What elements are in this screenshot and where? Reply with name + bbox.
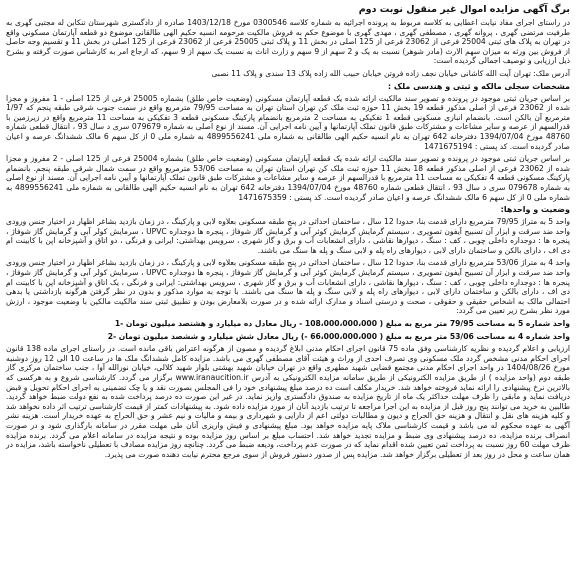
registry-unit-2: بر اساس جریان ثبتی موجود در پرونده و تصویر سند مالکیت ارائه شده یک قطعه آپارتمان مسکونی (وضعیت خاص طلق) بشماره 25004 فرعی از 125 اصلی - 2 مفروز و مجزا شده از 23062 فرعی از اصلی مذکور قطعه 18 بخش 11 حوزه ثبت ملک کن تهران استان تهران به مساحت 53/06 مترمربع واقع در سمت شمال شرقی طبقه پنجم. بانضمام پارکینگ مسکونی قطعه 4 تفکیکی به مساحت 11 مترمربع با قدرالسهم از عرصه و سایر مشاعات و مشترکات طبق قانون تملک آپارتمانها و آیین نامه اجرایی آن. مسند از نوع اصلی به شماره 079678 سری د سال 93 ، انتقال قطعی شماره 48760 مورخ 1394/07/04 دفترخانه 642 تهران به نام انسیه حکیم الهی طالقانی به شماره ملی 4899556241 به شماره ملی 0 از کل سهم 6 مالک ششدانگ عرصه و اعیان صادر گردیده است. کد پستی : 1471675359 xyxy=(6,154,571,202)
valuation-unit-5: واحد شماره 5 به مساحت 79/95 متر مربع به مبلغ ( 108،000،000،000 - ریال معادل ده میلیارد و هشتصد میلیون تومان -1 xyxy=(114,319,570,329)
property-address: آدرس ملک: تهران آیت الله کاشانی خیابان نجف زاده فروتن خیابان حبیب الله زاده پلاک 13 سندی و پلاک 11 نصبی xyxy=(211,68,570,78)
valuation-unit-4: واحد شماره 4 به مساحت 53/06 متر مربع به مبلغ ( 66،000،000،000 -) ریال معادل شش میلیارد و ششصد میلیون تومان -2 xyxy=(107,331,570,341)
status-unit-5: واحد 5 به متراژ 79/95 مترمربع دارای قدمت بنا، حدودا 12 سال ، ساختمان احداثی در پنج طبقه مسکونی بعلاوه لابی و پارکینگ ، در زمان بازدید بشاغر اظهار در اختیار جنس ورودی واحد ضد سرقت و ابزار آن تسبیح آیفون تصویری ، سیستم گرمایش گرمایش کوئر آبی و گرمایش گاز شوفاژ ، پنجره ها دوجداره UPVC ، سرمایش کولر آبی و گرمایش گاز شوفاژ ، پنجره ها : دوجداره داخلی چوبی ، کف : سنگ ، دیوارها نقاشی ، دارای انشعابات آب و برق و گاز شهری ، سرویس بهداشتی: ایرانی و فرنگی ، دو اتاق و آشپزخانه اپن با کابینت ام دی اف ، دارای بالکن و ساختمان دارای لابی ، دیوارهای راه پله و لابی سنگ و پله ها سنگ می باشند. xyxy=(6,217,570,255)
closing-paragraph: ارزیابی و اعلام گردیده و نظریه کارشناسی وفق ماده 75 قانون اجرای احکام مدنی ابلاغ گردیده و مصون از هرگونه اعتراض باقی مانده است. در راستای اجرای ماده 138 قانون اجرای احکام مدنی مشخص گردد ملک مسکونی وی تصرف احدی از وراث و هیئت آقای مصطفی گهری می باشد. مزایده کامل ششدانگ ملک ها در ساعت 10 الی 12 روز دوشنبه مورخ 1404/08/26 در واحد اجرای احکام مدنی مجتمع قضایی شهید مطهری واقع در تهران خیابان شهید بهشتی بلوار شهید کلالی، خیابان نورالله آوا ، جنب ساختمان مرکزی گاز طبقه دوم (واحد مزایده ) از طریق مزایده الکترونیکی از طریق سامانه مزایده الکترونیکی به آدرس www.iranaucition.ir برگزار می گردد. کارشناسی شروع و به هرکسی که بالاترین نرخ پیشنهادی را ارائه نماید فروخته خواهد شد. خریدار مکلف است ده درصد مبلغ پیشنهادی خود را فی المجلس بصورت نقد و یا چک تضمینی به اجرای احکام تحویل و قبض دریافت نماید و مابقی را ظرف مهلت حداکثر یک ماه از تاریخ مزایده به صندوق دادگستری واریز نماید. در غیر این صورت ده درصد پرداخت شده به نفع دولت ضبط خواهد گردید. طالبین به خرید می توانند پنج روز قبل از مزایده به این اجرا مراجعه تا ترتیب بازدید آنان از مورد مزایده داده شود. به پیشنهادات کمتر از قیمت کارشناسی ترتیب اثر داده نخواهد شد و کلیه هزینه های نقل و انتقال و هزینه حق الحراج و دیون و مطالبات دولتی اعم از دارایی و شهرداری و بیمه و مالیات و نیم عشر و حق الحراج به عهده خریدار است. هزینه نشر آگهی به عهده محکوم له می باشد و قیمت کارشناسی ملاک پایه مزایده خواهد بود. مبلغ پیشنهادی و فیش واریزی آنان طی مهلت مقرر در سامانه بارگذاری شود و در صورت انصراف برنده مزایده، ده درصد پیشنهادی وی ضبط و مزایده تجدید خواهد شد. احتساب مبلغ بر اساس روز مزایده بوده و نتیجه مزایده در سامانه اعلام می گردد. برنده مزایده ظرف مهلت 60 روز نسبت به پرداخت ثمن تعیین شده اقدام نماید که در صورت عدم پرداخت، ودیعه ضبط می گردد. چنانچه روز مزایده مصادف با تعطیلی ناخواسته باشد، مزایده در همان ساعت و محل در روز بعد از تعطیلی برگزار خواهد شد. مزایده پس از صدور دستور فروش از سوی مرجع محترم نیابت دهنده صورت می پذیرد. xyxy=(6,344,570,459)
status-heading: وضعیت و واحدها: xyxy=(500,205,570,215)
intro-paragraph: در راستای اجرای مفاد نیابت اعطایی به کلاسه مربوط به پرونده اجرائیه به شماره کلاسه 0300546 مورخ 1403/12/18 صادره از دادگستری شهرستان تنکابن له مجتبی گهری به طرفیت مرتضی گهری ، پروانه گهری ، مصطفی گهری ، مهدی گهری با موضوع حکم به فروش مالکیت مرحومه انسیه حکیم الهی طالقانی موضوع دو قطعه آپارتمان مسکونی واقع در تهران به پلاک های ثبتی 25004 فرعی از 23062 فرعی از 125 اصلی در بخش 11 و پلاک ثبتی 25005 فرعی از 23062 فرعی از 125 اصلی در بخش 11 و تقسیم وجه حاصل از فروش بین ورثه به میزان سهم الارث (مادر شوهر) نسبت به یک و 2 سهم از 9 سهم و زارث اناث به نسبت یک سهم از 9 سهم، که ارجاع امر به کارشناس صورت گرفته و بشرح ذیل ارزیابی و توصیف اجمالی گردیده است: xyxy=(6,18,571,66)
registry-heading: مشخصات سجلی مالکه و ثبتی و هندسی ملک : xyxy=(387,81,570,91)
status-unit-4: واحد 4 به متراژ 53/06 مترمربع دارای قدمت بنا، حدودا 12 سال ، ساختمان احداثی در پنج طبقه مسکونی بعلاوه لابی و پارکینگ ، در زمان بازدید بشاغر اظهار در اختیار جنس ورودی واحد ضد سرقت و ابزار آن تسبیح آیفون تصویری ، سیستم گرمایش گرمایش کوئر آبی و گرمایش گاز شوفاژ ، پنجره ها دوجداره UPVC ، سرمایش کولر آبی و گرمایش گاز شوفاژ ، پنجره ها : دوجداره داخلی چوبی ، کف : سنگ ، دیوارها نقاشی ، دارای انشعابات آب و برق و گاز شهری ، سرویس بهداشتی: ایرانی و فرنگی ، یک اتاق و آشپزخانه اپن با کابینت ام دی اف ، دارای بالکن و ساختمان دارای لابی ، دیوارهای راه پله و لابی سنگ و پله ها سنگ می باشند. با توجه به موارد مذکور و بدون در نظر گرفتن هرگونه بازداشتی یا بدهی احتمالی مالک به اشخاص حقیقی و حقوقی ، صحت و درستی اسناد و مدارک ارائه شده و در صورت بلامعارض بودن و تطبیق ثبتی سند مالکیت مالکین با وضعیت موجود ، ارزش مورد نظر بشرح زیر تعیین می گردد: xyxy=(6,258,570,316)
notice-title: برگ آگهی مزایده اموال غیر منقول نوبت دوم xyxy=(358,4,570,15)
registry-unit-1: بر اساس جریان ثبتی موجود در پرونده و تصویر سند مالکیت ارائه شده یک قطعه آپارتمان مسکونی (وضعیت خاص طلق) بشماره 25005 فرعی از 125 اصلی - 1 مفروز و مجزا شده از 23062 فرعی از اصلی مذکور قطعه 19 بخش 11 حوزه ثبت ملک کن تهران استان تهران به مساحت 79/95 مترمربع واقع در سمت جنوب شرقی طبقه پنجم که 1/97 مترمربع آن بالکن است. بانضمام انباری مسکونی قطعه 1 تفکیکی به مساحت 2 مترمربع بانضمام پارکینگ مسکونی قطعه 3 تفکیکی به مساحت 11 مترمربع واقع در زیرزمین با قدرالسهم از عرصه و سایر مشاعات و مشترکات طبق قانون تملک آپارتمانها و آیین نامه اجرایی آن. مسند از نوع اصلی به شماره 079679 سری د سال 93 ، انتقال قطعی شماره 48760 مورخ 1394/07/04 دفترخانه 642 تهران به نام انسیه حکیم الهی طالقانی به شماره ملی 4899556241 به شماره ملی 0 از کل سهم 6 مالک ششدانگ عرصه و اعیان صادر گردیده است. کد پستی : 1471675194 xyxy=(6,93,571,151)
